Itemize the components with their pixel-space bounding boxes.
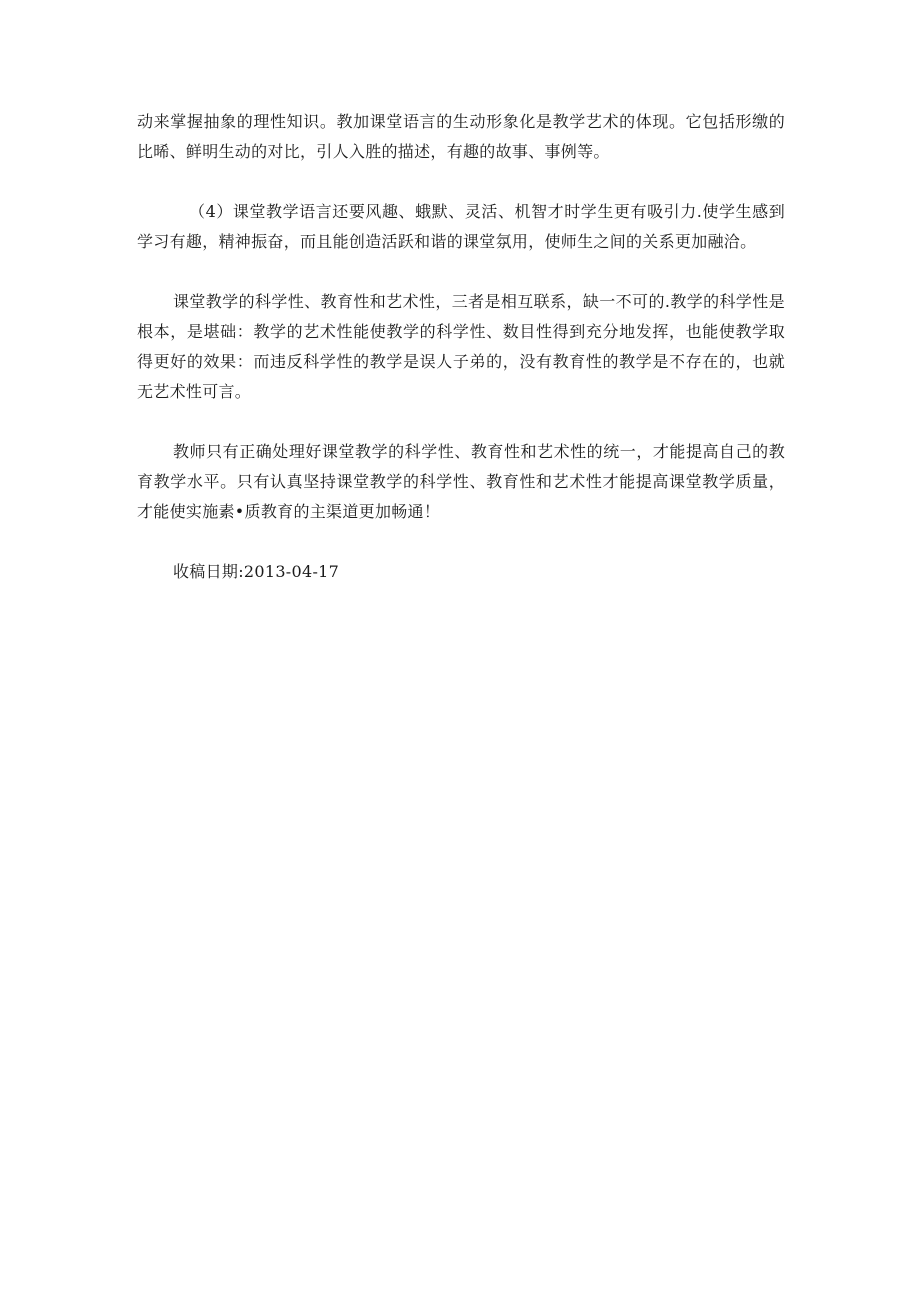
- paragraph-conclusion: 教师只有正确处理好课堂教学的科学性、教育性和艺术性的统一，才能提高自己的教育教学水平。只有认真坚持课堂教学的科学性、教育性和艺术性才能提高课堂教学质量，才能使实施素•质教育的主渠道更加畅通！: [137, 442, 785, 521]
- received-date: 收稿日期:2013-04-17: [173, 562, 340, 581]
- document-body: [137, 107, 785, 587]
- paragraph-three-aspects: 课堂教学的科学性、教育性和艺术性，三者是相互联系，缺一不可的.教学的科学性是根本，是堪础：教学的艺术性能使教学的科学性、数目性得到充分地发挥，也能使教学取得更好的效果：而违反科学性的教学是误人子弟的，没有教育性的教学是不存在的，也就无艺术性可言。: [137, 292, 785, 401]
- paragraph-continuation: 动来掌握抽象的理性知识。教加课堂语言的生动形象化是教学艺术的体现。它包括形缴的比晞、鲜明生动的对比，引人入胜的描述，有趣的故事、事例等。: [137, 112, 785, 161]
- paragraph-point-4: （4）课堂教学语言还要风趣、蛾默、灵活、机智才时学生更有吸引力.使学生感到学习有趣，精神振奋，而且能创造活跃和谐的课堂氛用，使师生之间的关系更加融洽。: [137, 202, 785, 251]
